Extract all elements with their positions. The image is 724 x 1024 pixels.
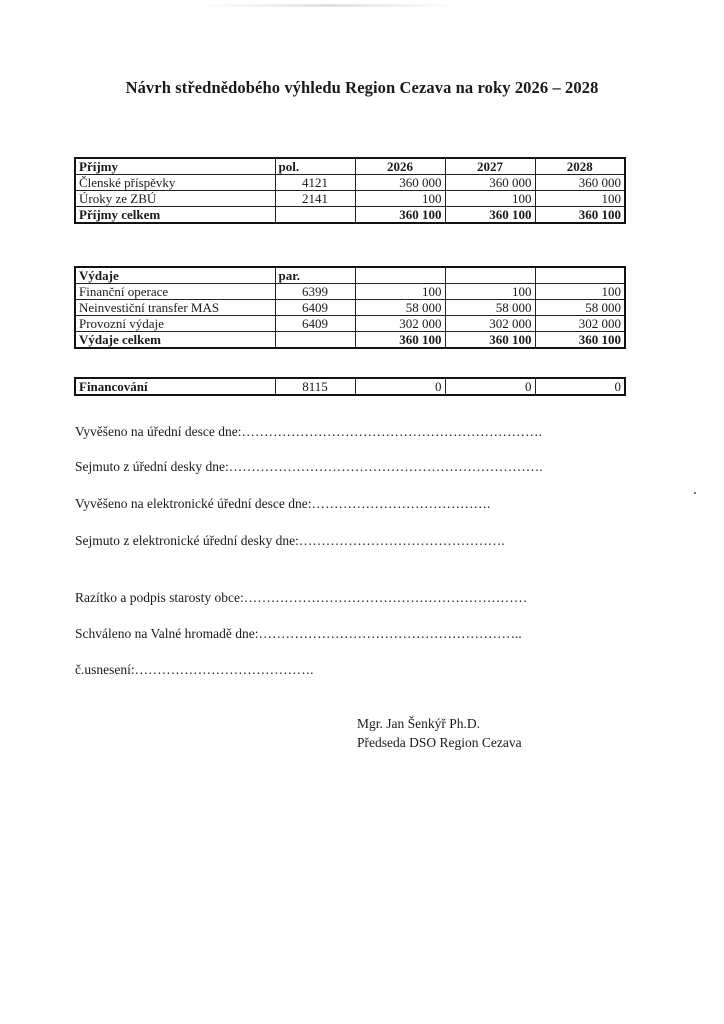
table-row xyxy=(75,191,625,207)
financing-table xyxy=(74,377,626,396)
posted-electronic-board-line: Vyvěšeno na elektronické úřední desce dne:…………………………………. xyxy=(75,496,491,511)
signatory-name: Mgr. Jan Šenkýř Ph.D. xyxy=(357,716,481,731)
signatory-role: Předseda DSO Region Cezava xyxy=(357,735,522,750)
row-value-2027: 360 000 xyxy=(445,175,535,191)
row-value-2026: 100 xyxy=(355,191,445,207)
approval-date-line: Schváleno na Valné hromadě dne:………………………………………………….. xyxy=(75,626,522,641)
total-value-2026: 360 100 xyxy=(355,207,445,224)
income-total-row xyxy=(75,207,625,224)
table-row xyxy=(75,284,625,300)
row-code: 6409 xyxy=(275,300,355,316)
expense-table xyxy=(74,266,626,349)
empty-cell xyxy=(535,267,625,284)
income-header-code: pol. xyxy=(275,158,355,175)
scan-speck xyxy=(694,492,696,494)
expense-header-label: Výdaje xyxy=(75,267,275,284)
financing-row xyxy=(75,378,625,395)
posted-notice-board-line: Vyvěšeno na úřední desce dne:…………………………………………………………. xyxy=(75,424,542,439)
financing-value-2027: 0 xyxy=(445,378,535,395)
row-value-2026: 302 000 xyxy=(355,316,445,332)
table-row xyxy=(75,175,625,191)
row-code: 4121 xyxy=(275,175,355,191)
expense-header-row xyxy=(75,267,625,284)
income-table xyxy=(74,157,626,224)
row-value-2026: 100 xyxy=(355,284,445,300)
row-code: 2141 xyxy=(275,191,355,207)
row-label: Úroky ze ZBÚ xyxy=(75,191,275,207)
total-value-2028: 360 100 xyxy=(535,332,625,349)
year-2027-header: 2027 xyxy=(445,158,535,175)
row-code: 6409 xyxy=(275,316,355,332)
row-value-2028: 100 xyxy=(535,191,625,207)
income-header-row xyxy=(75,158,625,175)
row-value-2027: 58 000 xyxy=(445,300,535,316)
row-value-2026: 360 000 xyxy=(355,175,445,191)
year-2026-header: 2026 xyxy=(355,158,445,175)
row-value-2028: 100 xyxy=(535,284,625,300)
total-value-2027: 360 100 xyxy=(445,207,535,224)
year-2028-header: 2028 xyxy=(535,158,625,175)
row-value-2027: 100 xyxy=(445,191,535,207)
row-code: 6399 xyxy=(275,284,355,300)
table-row xyxy=(75,300,625,316)
financing-value-2026: 0 xyxy=(355,378,445,395)
empty-cell xyxy=(275,207,355,224)
total-value-2027: 360 100 xyxy=(445,332,535,349)
table-row xyxy=(75,316,625,332)
income-total-label: Příjmy celkem xyxy=(75,207,275,224)
row-value-2027: 100 xyxy=(445,284,535,300)
stamp-signature-line: Razítko a podpis starosty obce:……………………………………………………… xyxy=(75,590,528,605)
resolution-number-line: č.usnesení:…………………………………. xyxy=(75,662,314,677)
total-value-2026: 360 100 xyxy=(355,332,445,349)
empty-cell xyxy=(355,267,445,284)
expense-total-label: Výdaje celkem xyxy=(75,332,275,349)
row-value-2026: 58 000 xyxy=(355,300,445,316)
empty-cell xyxy=(445,267,535,284)
scan-artifact xyxy=(200,4,460,7)
financing-value-2028: 0 xyxy=(535,378,625,395)
row-value-2028: 360 000 xyxy=(535,175,625,191)
removed-electronic-board-line: Sejmuto z elektronické úřední desky dne:………………………………………. xyxy=(75,533,505,548)
row-label: Neinvestiční transfer MAS xyxy=(75,300,275,316)
expense-header-code: par. xyxy=(275,267,355,284)
financing-label: Financování xyxy=(75,378,275,395)
income-header-label: Příjmy xyxy=(75,158,275,175)
financing-code: 8115 xyxy=(275,378,355,395)
row-value-2028: 302 000 xyxy=(535,316,625,332)
row-label: Finanční operace xyxy=(75,284,275,300)
row-value-2028: 58 000 xyxy=(535,300,625,316)
empty-cell xyxy=(275,332,355,349)
document-title: Návrh střednědobého výhledu Region Cezava na roky 2026 – 2028 xyxy=(125,78,599,97)
row-label: Členské příspěvky xyxy=(75,175,275,191)
removed-notice-board-line: Sejmuto z úřední desky dne:……………………………………………………………. xyxy=(75,459,543,474)
row-value-2027: 302 000 xyxy=(445,316,535,332)
total-value-2028: 360 100 xyxy=(535,207,625,224)
expense-total-row xyxy=(75,332,625,349)
row-label: Provozní výdaje xyxy=(75,316,275,332)
